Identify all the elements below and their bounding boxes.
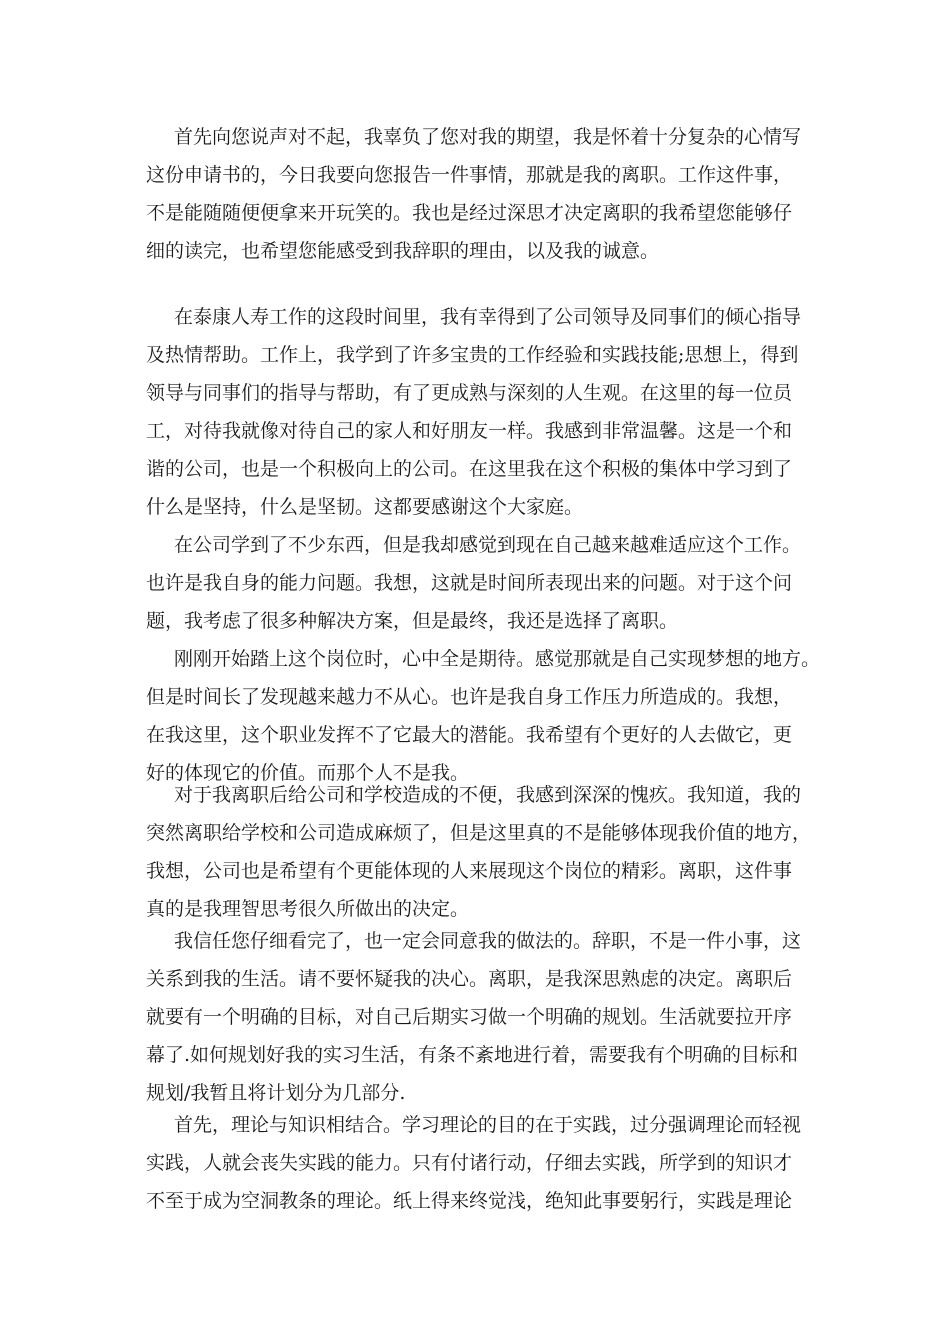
paragraph-opening-apology: [146, 118, 801, 270]
text-line: 就要有一个明确的目标，对自己后期实习做一个明确的规划。生活就要拉开序: [146, 1006, 793, 1028]
text-line: 在公司学到了不少东西，但是我却感觉到现在自己越来越难适应这个工作。: [174, 534, 802, 556]
paragraph-difficulty: [146, 526, 801, 640]
text-line: 刚刚开始踏上这个岗位时，心中全是期待。感觉那就是自己实现梦想的地方。: [174, 648, 821, 670]
paragraph-apology-inconvenience: [146, 776, 811, 928]
text-line: 真的是我理智思考很久所做出的决定。: [146, 898, 470, 920]
text-line: 领导与同事们的指导与帮助，有了更成熟与深刻的人生观。在这里的每一位员: [146, 382, 793, 404]
text-line: 幕了.如何规划好我的实习生活，有条不紊地进行着，需要我有个明确的目标和: [146, 1044, 799, 1066]
text-line: 规划/我暂且将计划分为几部分.: [146, 1082, 406, 1104]
text-line: 这份申请书的，今日我要向您报告一件事情，那就是我的离职。工作这件事，: [146, 164, 793, 186]
text-line: 突然离职给学校和公司造成麻烦了，但是这里真的不是能够体现我价值的地方，: [146, 822, 812, 844]
text-line: 实践，人就会丧失实践的能力。只有付诸行动，仔细去实践，所学到的知识才: [146, 1152, 793, 1174]
text-line: 谐的公司，也是一个积极向上的公司。在这里我在这个积极的集体中学习到了: [146, 458, 793, 480]
text-line: 好的体现它的价值。而那个人不是我。: [146, 762, 470, 784]
text-line: 在我这里，这个职业发挥不了它最大的潜能。我希望有个更好的人去做它，更: [146, 724, 793, 746]
text-line: 我想，公司也是希望有个更能体现的人来展现这个岗位的精彩。离职，这件事: [146, 860, 793, 882]
text-line: 关系到我的生活。请不要怀疑我的决心。离职，是我深思熟虑的决定。离职后: [146, 968, 793, 990]
text-line: 及热情帮助。工作上，我学到了许多宝贵的工作经验和实践技能;思想上，得到: [146, 344, 799, 366]
paragraph-theory-practice: [146, 1106, 801, 1220]
paragraph-gratitude: [146, 298, 801, 526]
text-line: 首先向您说声对不起，我辜负了您对我的期望，我是怀着十分复杂的心情写: [174, 126, 802, 148]
paragraph-expectation: [146, 640, 820, 792]
text-line: 我信任您仔细看完了，也一定会同意我的做法的。辞职，不是一件小事，这: [174, 930, 802, 952]
text-line: 细的读完，也希望您能感受到我辞职的理由，以及我的诚意。: [146, 240, 660, 262]
text-line: 什么是坚持，什么是坚韧。这都要感谢这个大家庭。: [146, 496, 584, 518]
text-line: 首先，理论与知识相结合。学习理论的目的在于实践，过分强调理论而轻视: [174, 1114, 802, 1136]
text-line: 不是能随随便便拿来开玩笑的。我也是经过深思才决定离职的我希望您能够仔: [146, 202, 793, 224]
text-line: 在泰康人寿工作的这段时间里，我有幸得到了公司领导及同事们的倾心指导: [174, 306, 802, 328]
text-line: 也许是我自身的能力问题。我想，这就是时间所表现出来的问题。对于这个问: [146, 572, 793, 594]
text-line: 但是时间长了发现越来越力不从心。也许是我自身工作压力所造成的。我想，: [146, 686, 793, 708]
paragraph-decision: [146, 922, 801, 1112]
text-line: 题，我考虑了很多种解决方案，但是最终，我还是选择了离职。: [146, 610, 679, 632]
text-line: 工，对待我就像对待自己的家人和好朋友一样。我感到非常温馨。这是一个和: [146, 420, 793, 442]
text-line: 对于我离职后给公司和学校造成的不便，我感到深深的愧疚。我知道，我的: [174, 784, 802, 806]
text-line: 不至于成为空洞教条的理论。纸上得来终觉浅，绝知此事要躬行，实践是理论: [146, 1190, 793, 1212]
